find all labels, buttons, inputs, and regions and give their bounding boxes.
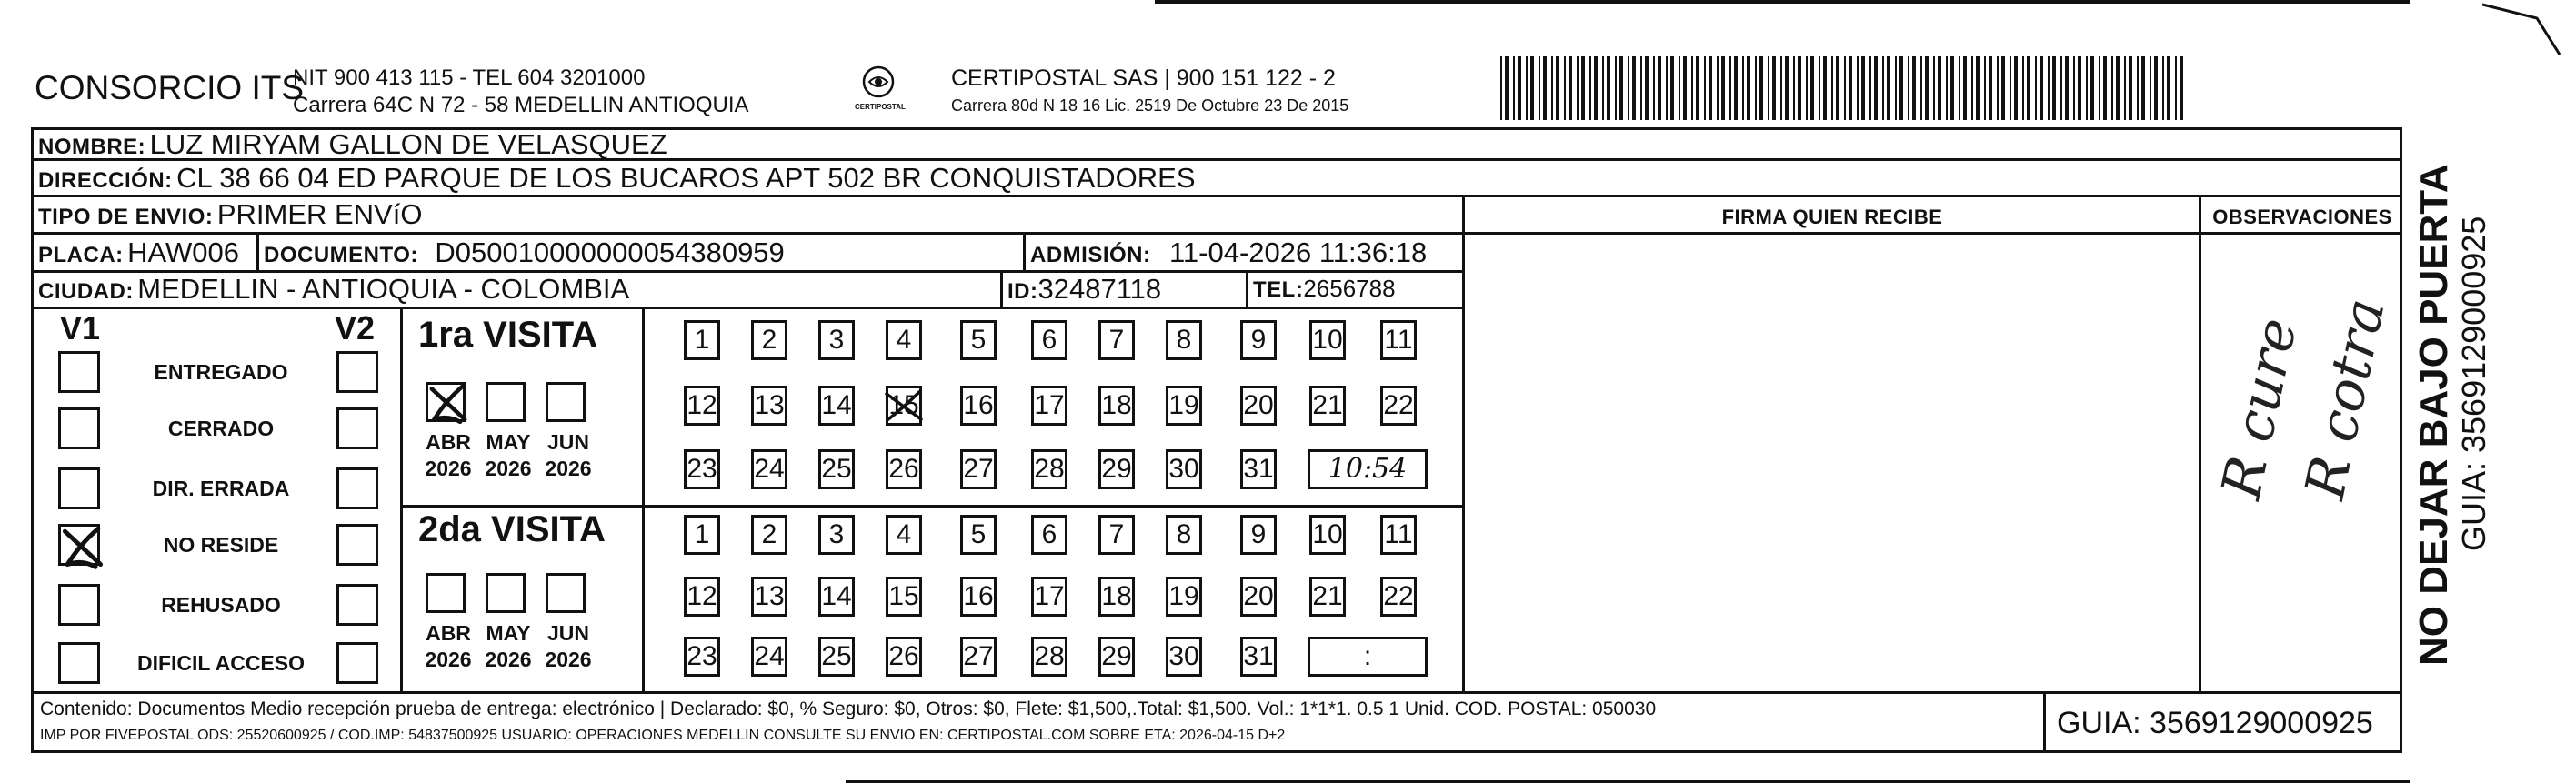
row-line [31,195,2402,197]
month-year: 2026 [485,648,532,671]
col-line [1000,270,1003,307]
observacion-handwriting-2: R cotra [2293,293,2398,505]
day-box[interactable]: 11 [1380,320,1417,360]
day-box[interactable]: 27 [960,637,997,677]
day-box[interactable]: 29 [1098,449,1135,489]
nombre-value: LUZ MIRYAM GALLON DE VELASQUEZ [149,128,667,160]
direccion-label: DIRECCIÓN: [38,168,173,193]
direccion-row [38,162,1196,195]
day-box[interactable]: 13 [751,577,787,617]
col-line [642,307,645,691]
certipostal-logo-icon [860,64,897,100]
day-box[interactable]: 8 [1166,515,1202,555]
footer-print-info: IMP POR FIVEPOSTAL ODS: 25520600925 / COD.IMP: 54837500925 USUARIO: OPERACIONES MEDELLIN CONSULTE SU ENVIO EN: CERTIPOSTAL.COM SOBRE ETA: 2026-04-15 D+2 [40,728,1286,743]
tipo-row [38,198,422,231]
col-line [400,307,403,691]
status-label: ENTREGADO [154,360,288,384]
col-line [1023,232,1026,270]
day-box[interactable]: 9 [1240,320,1277,360]
status-label: CERRADO [167,417,275,440]
day-box[interactable]: 19 [1166,386,1202,426]
day-box[interactable]: 2 [751,515,787,555]
v1-checkbox[interactable] [58,524,100,566]
day-box[interactable]: 14 [818,577,855,617]
v2-checkbox[interactable] [336,584,378,626]
v1-checkbox[interactable] [58,584,100,626]
day-box[interactable]: 12 [684,386,720,426]
month-year: 2026 [425,648,472,671]
day-box[interactable]: 15 [886,386,922,426]
observacion-handwriting-1: R cure [2210,312,2310,505]
day-box[interactable]: 3 [818,320,855,360]
second-visit-title: 2da VISITA [418,509,606,549]
month-year: 2026 [545,648,592,671]
day-box[interactable]: 25 [818,449,855,489]
month-name: ABR [426,621,471,645]
day-box[interactable]: 19 [1166,577,1202,617]
admision-value: 11-04-2026 11:36:18 [1168,236,1428,268]
col-line [2043,691,2046,753]
ciudad-cell [38,273,629,306]
nombre-row [38,128,667,161]
month-name: MAY [486,621,531,645]
placa-cell [38,236,239,269]
day-box[interactable]: 9 [1240,515,1277,555]
row-line [400,505,1465,508]
tel-label: TEL: [1253,277,1304,302]
id-cell [1007,273,1161,306]
v2-checkbox[interactable] [336,642,378,684]
day-box[interactable]: 18 [1098,577,1135,617]
certipostal-logo [855,64,906,111]
side-warning: NO DEJAR BAJO PUERTA [2411,164,2456,666]
day-box[interactable]: 13 [751,386,787,426]
col-line [256,232,259,270]
day-box[interactable]: 1 [684,515,720,555]
placa-value: HAW006 [127,236,240,268]
day-box[interactable]: 16 [960,577,997,617]
day-box[interactable]: 31 [1240,449,1277,489]
id-value: 32487118 [1037,273,1162,305]
v2-checkbox[interactable] [336,467,378,509]
v2-checkbox[interactable] [336,524,378,566]
day-box[interactable]: 4 [886,320,922,360]
day-box[interactable]: 12 [684,577,720,617]
month-checkbox[interactable] [546,382,586,422]
direccion-value: CL 38 66 04 ED PARQUE DE LOS BUCAROS APT 502 BR CONQUISTADORES [176,162,1196,194]
day-box[interactable]: 30 [1166,637,1202,677]
month-name: ABR [426,430,471,454]
day-box[interactable]: 7 [1098,320,1135,360]
v2-checkbox[interactable] [336,351,378,393]
month-year: 2026 [485,457,532,480]
nombre-label: NOMBRE: [38,135,146,159]
day-box[interactable]: 26 [886,637,922,677]
v1-checkbox[interactable] [58,407,100,449]
day-box[interactable]: 25 [818,637,855,677]
tipo-label: TIPO DE ENVIO: [38,205,214,229]
day-box[interactable]: 21 [1309,577,1346,617]
company-address: Carrera 64C N 72 - 58 MEDELLIN ANTIOQUIA [293,93,749,117]
day-box[interactable]: 10 [1309,515,1346,555]
v1-checkbox[interactable] [58,467,100,509]
month-label [478,429,538,482]
month-label [538,620,598,673]
month-checkbox[interactable] [426,382,466,422]
observaciones-header: OBSERVACIONES [2212,206,2392,228]
v1-label: V1 [60,309,101,347]
status-label: DIR. ERRADA [152,477,290,500]
admision-label: ADMISIÓN: [1030,243,1151,267]
side-guia: GUIA: 3569129000925 [2455,216,2492,551]
admision-cell [1030,236,1427,269]
v1-checkbox[interactable] [58,351,100,393]
day-box[interactable]: 20 [1240,386,1277,426]
documento-label: DOCUMENTO: [264,243,418,267]
ciudad-label: CIUDAD: [38,279,134,304]
row-line [31,307,1465,309]
day-box[interactable]: 3 [818,515,855,555]
company-name: CONSORCIO ITS [35,69,305,106]
month-name: JUN [546,430,589,454]
carrier-name: CERTIPOSTAL SAS | 900 151 122 - 2 [951,65,1336,91]
day-box[interactable]: 23 [684,637,720,677]
month-checkbox[interactable] [426,573,466,613]
day-box[interactable]: 11 [1380,515,1417,555]
status-label: REHUSADO [161,593,281,617]
month-label [418,620,478,673]
day-box[interactable]: 30 [1166,449,1202,489]
day-box[interactable]: 22 [1380,386,1417,426]
v2-label: V2 [335,309,376,347]
day-box[interactable]: 15 [886,577,922,617]
day-box[interactable]: 20 [1240,577,1277,617]
col-line [2199,195,2201,691]
status-label: NO RESIDE [163,533,279,557]
top-edge-line [1155,0,2410,4]
day-box[interactable]: 29 [1098,637,1135,677]
status-label: DIFICIL ACCESO [136,651,305,675]
company-nit: NIT 900 413 115 - TEL 604 3201000 [293,65,646,90]
ciudad-value: MEDELLIN - ANTIOQUIA - COLOMBIA [137,273,630,305]
month-year: 2026 [545,457,592,480]
v1-checkbox[interactable] [58,642,100,684]
day-box[interactable]: 14 [818,386,855,426]
day-box[interactable]: 2 [751,320,787,360]
corner-mark [2482,0,2564,64]
day-box[interactable]: 7 [1098,515,1135,555]
day-box[interactable]: 21 [1309,386,1346,426]
day-box[interactable]: 18 [1098,386,1135,426]
month-label [478,620,538,673]
day-box[interactable]: 26 [886,449,922,489]
day-box[interactable]: 28 [1031,637,1067,677]
day-box[interactable]: 17 [1031,577,1067,617]
day-box[interactable]: 17 [1031,386,1067,426]
footer-content: Contenido: Documentos Medio recepción prueba de entrega: electrónico | Declarado: $0, % Seguro: $0, Otros: $0, Flete: $1,500,.Total: $1,500. Vol.: 1*1*1. 0.5 1 Unid. COD. POSTAL: 050030 [40,699,1657,719]
month-label [538,429,598,482]
bottom-edge-line [846,780,2410,783]
time-box[interactable]: 10:54 [1308,449,1428,489]
row-line [31,232,2402,235]
day-box[interactable]: 31 [1240,637,1277,677]
day-box[interactable]: 4 [886,515,922,555]
id-label: ID: [1007,279,1038,304]
month-name: JUN [546,621,589,645]
col-line [1462,195,1465,691]
month-checkbox[interactable] [546,573,586,613]
day-box[interactable]: 10 [1309,320,1346,360]
tel-cell [1253,275,1396,303]
first-visit-title: 1ra VISITA [418,315,598,355]
day-box[interactable]: 24 [751,637,787,677]
month-checkbox[interactable] [486,573,526,613]
day-box[interactable]: 24 [751,449,787,489]
firma-header: FIRMA QUIEN RECIBE [1721,206,1943,228]
tipo-value: PRIMER ENVíO [216,198,423,230]
day-box[interactable]: 8 [1166,320,1202,360]
day-box[interactable]: 22 [1380,577,1417,617]
tel-value: 2656788 [1303,275,1396,302]
month-label [418,429,478,482]
day-box[interactable]: 28 [1031,449,1067,489]
logo-text: CERTIPOSTAL [855,103,906,111]
footer-guia: GUIA: 3569129000925 [2057,706,2373,740]
month-checkbox[interactable] [486,382,526,422]
carrier-address: Carrera 80d N 18 16 Lic. 2519 De Octubre 23 De 2015 [951,96,1349,115]
time-box[interactable]: : [1308,637,1428,677]
row-line [31,691,2402,694]
placa-label: PLACA: [38,243,124,267]
month-name: MAY [486,430,531,454]
documento-value: D050010000000054380959 [435,236,785,268]
day-box[interactable]: 6 [1031,515,1067,555]
day-box[interactable]: 16 [960,386,997,426]
month-year: 2026 [425,457,472,480]
day-box[interactable]: 1 [684,320,720,360]
barcode-icon [1500,56,2184,120]
col-line [1246,270,1248,307]
documento-cell [264,236,785,269]
day-box[interactable]: 5 [960,320,997,360]
day-box[interactable]: 5 [960,515,997,555]
day-box[interactable]: 6 [1031,320,1067,360]
v2-checkbox[interactable] [336,407,378,449]
day-box[interactable]: 27 [960,449,997,489]
day-box[interactable]: 23 [684,449,720,489]
